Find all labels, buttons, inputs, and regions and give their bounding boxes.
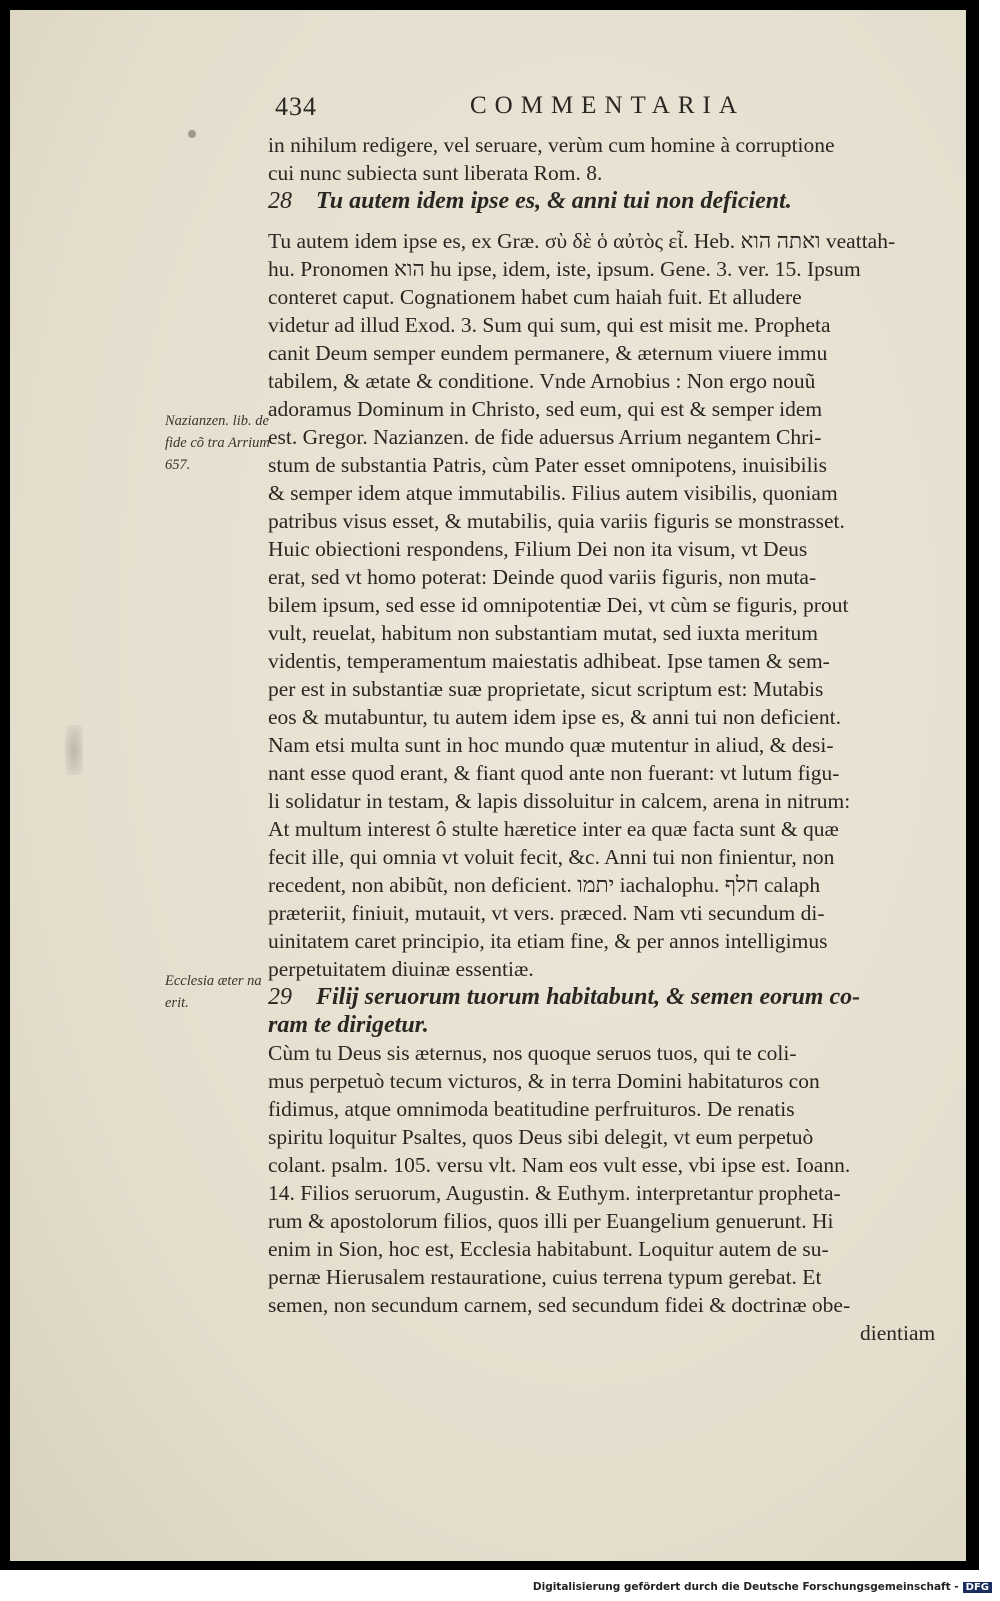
line-text: vult, reuelat, habitum non substantiam mutat, sed iuxta meritum — [268, 621, 818, 645]
verse-number: 28 — [268, 188, 292, 214]
line-text: fidimus, atque omnimoda beatitudine perfruituros. De renatis — [268, 1097, 795, 1121]
text-line — [268, 1124, 813, 1151]
page-smudge — [65, 725, 83, 775]
text-line — [268, 160, 602, 187]
line-text: cui nunc subiecta sunt liberata Rom. 8. — [268, 161, 603, 185]
text-line — [268, 956, 534, 983]
line-text: fecit ille, qui omnia vt voluit fecit, &c. Anni tui non finientur, non — [268, 845, 835, 869]
text-line — [268, 368, 815, 395]
text-line — [268, 256, 861, 283]
verse-number: 29 — [268, 984, 292, 1010]
text-line — [268, 480, 838, 507]
text-line — [268, 1236, 829, 1263]
text-line — [268, 900, 825, 927]
text-line — [268, 1068, 820, 1095]
text-line — [268, 928, 827, 955]
line-text: spiritu loquitur Psaltes, quos Deus sibi delegit, vt eum perpetuò — [268, 1125, 814, 1149]
text-line — [268, 676, 823, 703]
text-line — [268, 132, 835, 159]
text-line — [268, 1180, 841, 1207]
line-text: mus perpetuò tecum victuros, & in terra Domini habitaturos con — [268, 1069, 820, 1093]
footer-credit — [533, 1581, 992, 1593]
line-text: 14. Filios seruorum, Augustin. & Euthym. interpretantur propheta- — [268, 1181, 841, 1205]
text-line — [268, 228, 895, 255]
line-text: pernæ Hierusalem restauratione, cuius terrena typum gerebat. Et — [268, 1265, 822, 1289]
text-line — [268, 816, 839, 843]
line-text: præteriit, finiuit, mutauit, vt vers. præced. Nam vti secundum di- — [268, 901, 825, 925]
line-text: Huic obiectioni respondens, Filium Dei non ita visum, vt Deus — [268, 537, 808, 561]
line-text: bilem ipsum, sed esse id omnipotentiæ Dei, vt cùm se figuris, prout — [268, 593, 849, 617]
text-line — [268, 1096, 795, 1123]
line-text: nant esse quod erant, & fiant quod ante non fuerant: vt lutum figu- — [268, 761, 840, 785]
text-line — [268, 1292, 850, 1319]
line-text: patribus visus esset, & mutabilis, quia variis figuris se monstrasset. — [268, 509, 845, 533]
margin-note-ecclesia: Ecclesia æter na erit. — [165, 973, 262, 1011]
line-text: videtur ad illud Exod. 3. Sum qui sum, qui est misit me. Propheta — [268, 313, 831, 337]
text-line — [860, 1320, 935, 1347]
line-text: Tu autem idem ipse es, ex Græ. σὺ δὲ ὁ αὐτὸς εἶ. Heb. ואתה הוא veattah- — [268, 229, 896, 253]
line-text: perpetuitatem diuinæ essentiæ. — [268, 957, 534, 981]
line-text: per est in substantiæ suæ proprietate, sicut scriptum est: Mutabis — [268, 677, 824, 701]
ink-spot — [188, 130, 196, 138]
verse-heading-line — [268, 188, 792, 215]
text-line — [268, 844, 834, 871]
line-text: adoramus Dominum in Christo, sed eum, qui est & semper idem — [268, 397, 823, 421]
page-header — [275, 92, 835, 132]
text-line — [268, 620, 818, 647]
line-text: eos & mutabuntur, tu autem idem ipse es, & anni tui non deficient. — [268, 705, 841, 729]
text-line — [268, 284, 802, 311]
text-line — [268, 508, 845, 535]
text-line — [268, 424, 821, 451]
line-text: Cùm tu Deus sis æternus, nos quoque seruos tuos, qui te coli- — [268, 1041, 797, 1065]
verse-heading-line — [268, 1012, 429, 1039]
line-text: At multum interest ô stulte hæretice inter ea quæ facta sunt & quæ — [268, 817, 839, 841]
text-line — [268, 760, 839, 787]
line-text: hu. Pronomen הוא hu ipse, idem, iste, ipsum. Gene. 3. ver. 15. Ipsum — [268, 257, 861, 281]
text-line — [268, 1264, 821, 1291]
line-text: enim in Sion, hoc est, Ecclesia habitabunt. Loquitur autem de su- — [268, 1237, 829, 1261]
line-text: tabilem, & ætate & conditione. Vnde Arnobius : Non ergo nouũ — [268, 369, 816, 393]
line-text: in nihilum redigere, vel seruare, verùm cum homine à corruptione — [268, 133, 835, 157]
footer-credit-text: Digitalisierung gefördert durch die Deutsche Forschungsgemeinschaft - — [532, 1581, 959, 1593]
line-text: ram te dirigetur. — [268, 1012, 429, 1038]
line-text: dientiam — [860, 1321, 936, 1345]
text-line — [268, 1152, 850, 1179]
margin-note-nazianzen: Nazianzen. lib. de fide cõ tra Arrium 657. — [165, 413, 270, 473]
line-text: uinitatem caret principio, ita etiam fine, & per annos intelligimus — [268, 929, 828, 953]
text-line — [268, 312, 831, 339]
line-text: videntis, temperamentum maiestatis adhibeat. Ipse tamen & sem- — [268, 649, 830, 673]
text-line — [268, 1040, 797, 1067]
line-text: Filij seruorum tuorum habitabunt, & semen eorum co- — [316, 984, 861, 1010]
dfg-logo: DFG — [963, 1582, 992, 1593]
verse-heading-line — [268, 984, 860, 1011]
text-line — [268, 788, 850, 815]
line-text: canit Deum semper eundem permanere, & æternum viuere immu — [268, 341, 828, 365]
line-text: est. Gregor. Nazianzen. de fide aduersus Arrium negantem Chri- — [268, 425, 822, 449]
line-text: stum de substantia Patris, cùm Pater esset omnipotens, inuisibilis — [268, 453, 827, 477]
book-page — [10, 10, 966, 1561]
text-line — [268, 872, 820, 899]
line-text: semen, non secundum carnem, sed secundum fidei & doctrinæ obe- — [268, 1293, 851, 1317]
line-text: Tu autem idem ipse es, & anni tui non deficient. — [316, 188, 792, 214]
line-text: recedent, non abibũt, non deficient. יתמו iachalophu. חלף calaph — [268, 873, 821, 897]
text-line — [268, 592, 848, 619]
line-text: rum & apostolorum filios, quos illi per Euangelium genuerunt. Hi — [268, 1209, 834, 1233]
line-text: conteret caput. Cognationem habet cum haiah fuit. Et alludere — [268, 285, 802, 309]
text-line — [268, 1208, 834, 1235]
text-line — [268, 564, 816, 591]
line-text: Nam etsi multa sunt in hoc mundo quæ mutentur in aliud, & desi- — [268, 733, 834, 757]
line-text: colant. psalm. 105. versu vlt. Nam eos vult esse, vbi ipse est. Ioann. — [268, 1153, 851, 1177]
text-line — [268, 536, 807, 563]
line-text: li solidatur in testam, & lapis dissoluitur in calcem, arena in nitrum: — [268, 789, 851, 813]
text-line — [268, 396, 822, 423]
text-line — [268, 732, 834, 759]
line-text: erat, sed vt homo poterat: Deinde quod variis figuris, non muta- — [268, 565, 817, 589]
line-text: & semper idem atque immutabilis. Filius autem visibilis, quoniam — [268, 481, 838, 505]
text-line — [268, 452, 827, 479]
page-number: 434 — [275, 92, 317, 121]
text-line — [268, 648, 830, 675]
running-title: COMMENTARIA — [470, 92, 745, 119]
text-line — [268, 340, 827, 367]
text-line — [268, 704, 841, 731]
